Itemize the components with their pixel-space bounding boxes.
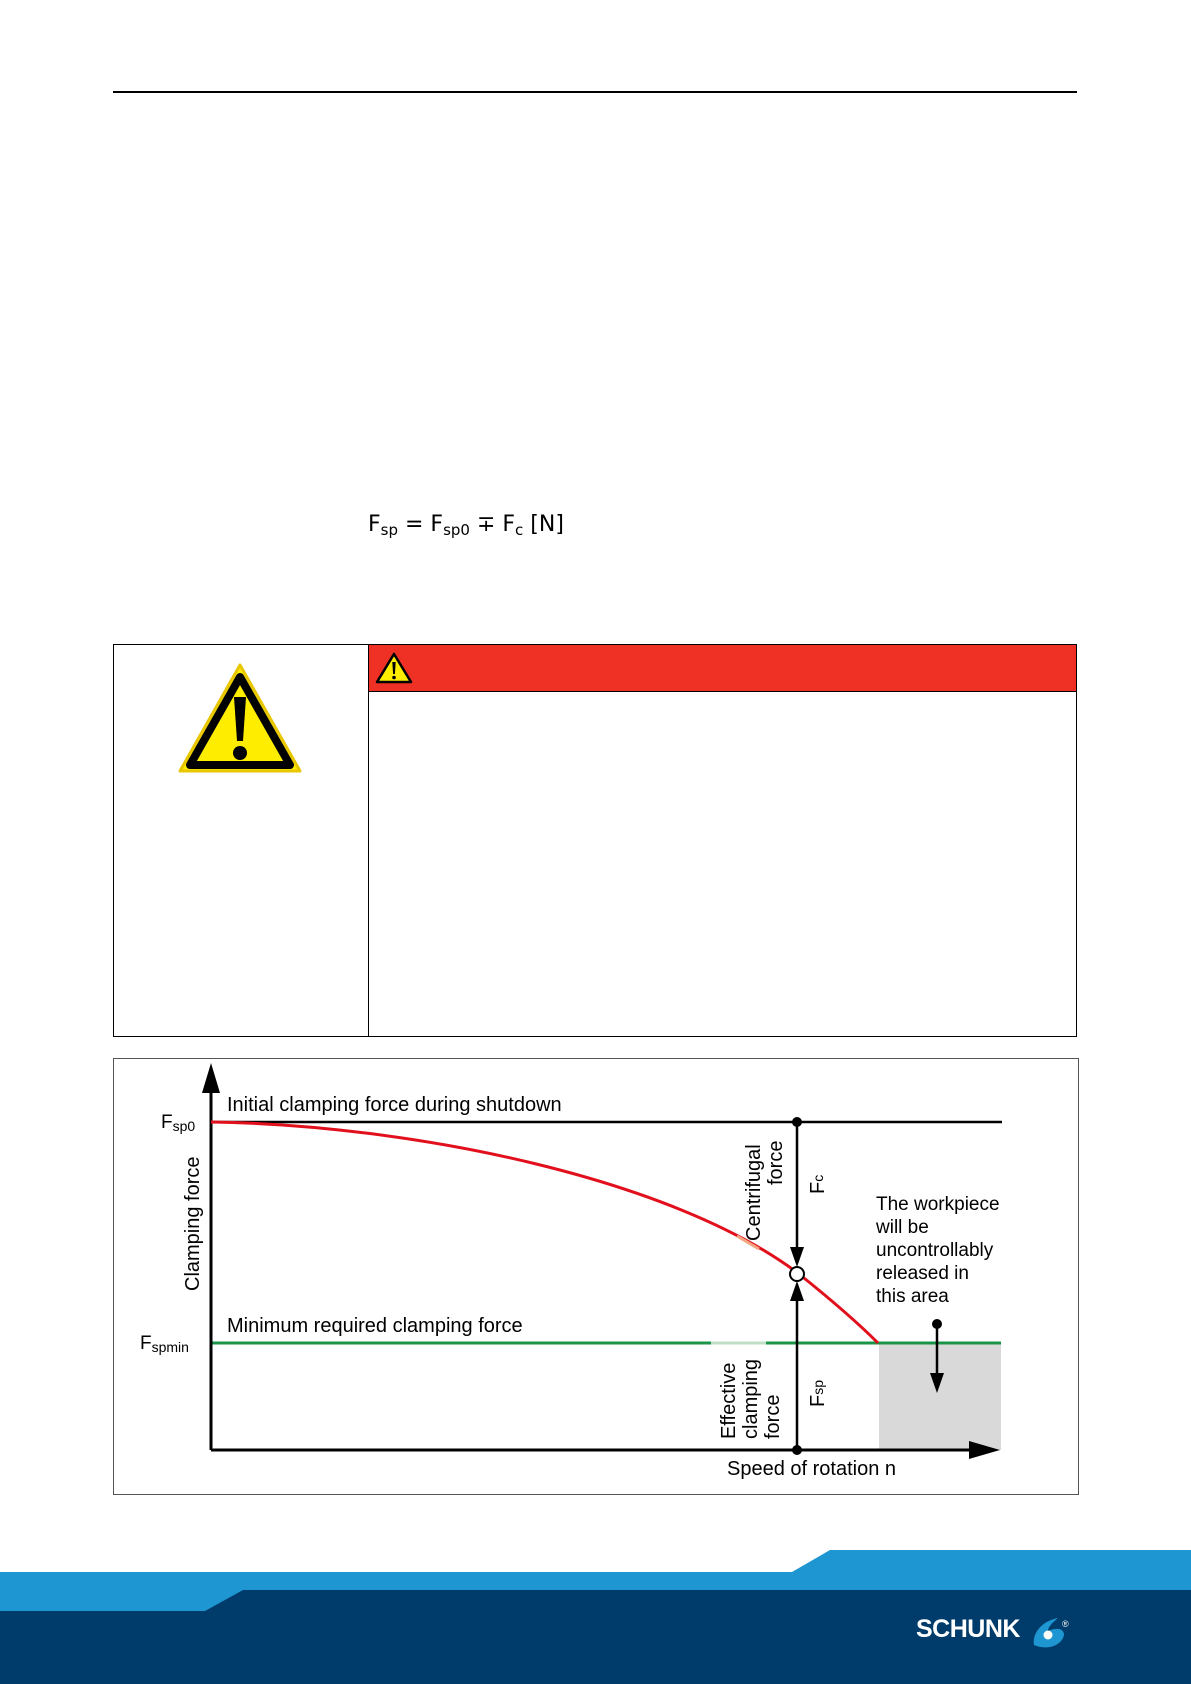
release-text-1: The workpiece [876,1194,1000,1215]
small-warning-icon [375,652,413,684]
warning-triangle-icon [176,661,304,775]
fsp-arrow-icon [790,1281,804,1301]
warning-box [113,644,1077,1037]
release-area [879,1343,1001,1450]
minimum-force-label: Minimum required clamping force [227,1315,523,1337]
effective-label-1: Effective [718,1362,740,1439]
effective-label-3: force [762,1394,784,1439]
fsp0-label: Fsp0 [161,1112,196,1134]
release-text-2: will be [876,1217,929,1238]
centrifugal-label-2: force [765,1140,787,1185]
fsp-bottom-dot [792,1445,802,1455]
release-text-5: this area [876,1286,949,1307]
release-text-3: uncontrollably [876,1240,994,1261]
y-axis-label: Clamping force [182,1156,204,1291]
diagram-svg [114,1059,1080,1496]
warning-icon-cell [114,645,369,1036]
registered-mark: ® [1062,1619,1069,1629]
centrifugal-label-1: Centrifugal [743,1144,765,1241]
release-text-4: released in [876,1263,969,1284]
fspmin-label: Fspmin [140,1333,189,1355]
fc-arrow-icon [790,1247,804,1267]
warning-body [369,692,1076,1036]
warning-header-bar [369,645,1076,692]
y-axis-arrow-icon [202,1063,220,1093]
schunk-logo-mark-icon [1028,1615,1070,1653]
initial-force-label: Initial clamping force during shutdown [227,1094,562,1116]
clamping-force-diagram [113,1058,1079,1495]
fsp-label: Fsp [807,1379,829,1407]
schunk-logo: SCHUNK [916,1615,1020,1643]
clamping-force-formula: $F_{sp} = F_{sp0} \mp F_c$ [N] [368,512,564,539]
fc-label: Fc [807,1174,829,1194]
intersection-marker [790,1267,804,1281]
effective-label-2: clamping [740,1358,762,1439]
x-axis-label: Speed of rotation n [727,1458,897,1480]
header-rule [113,91,1077,93]
